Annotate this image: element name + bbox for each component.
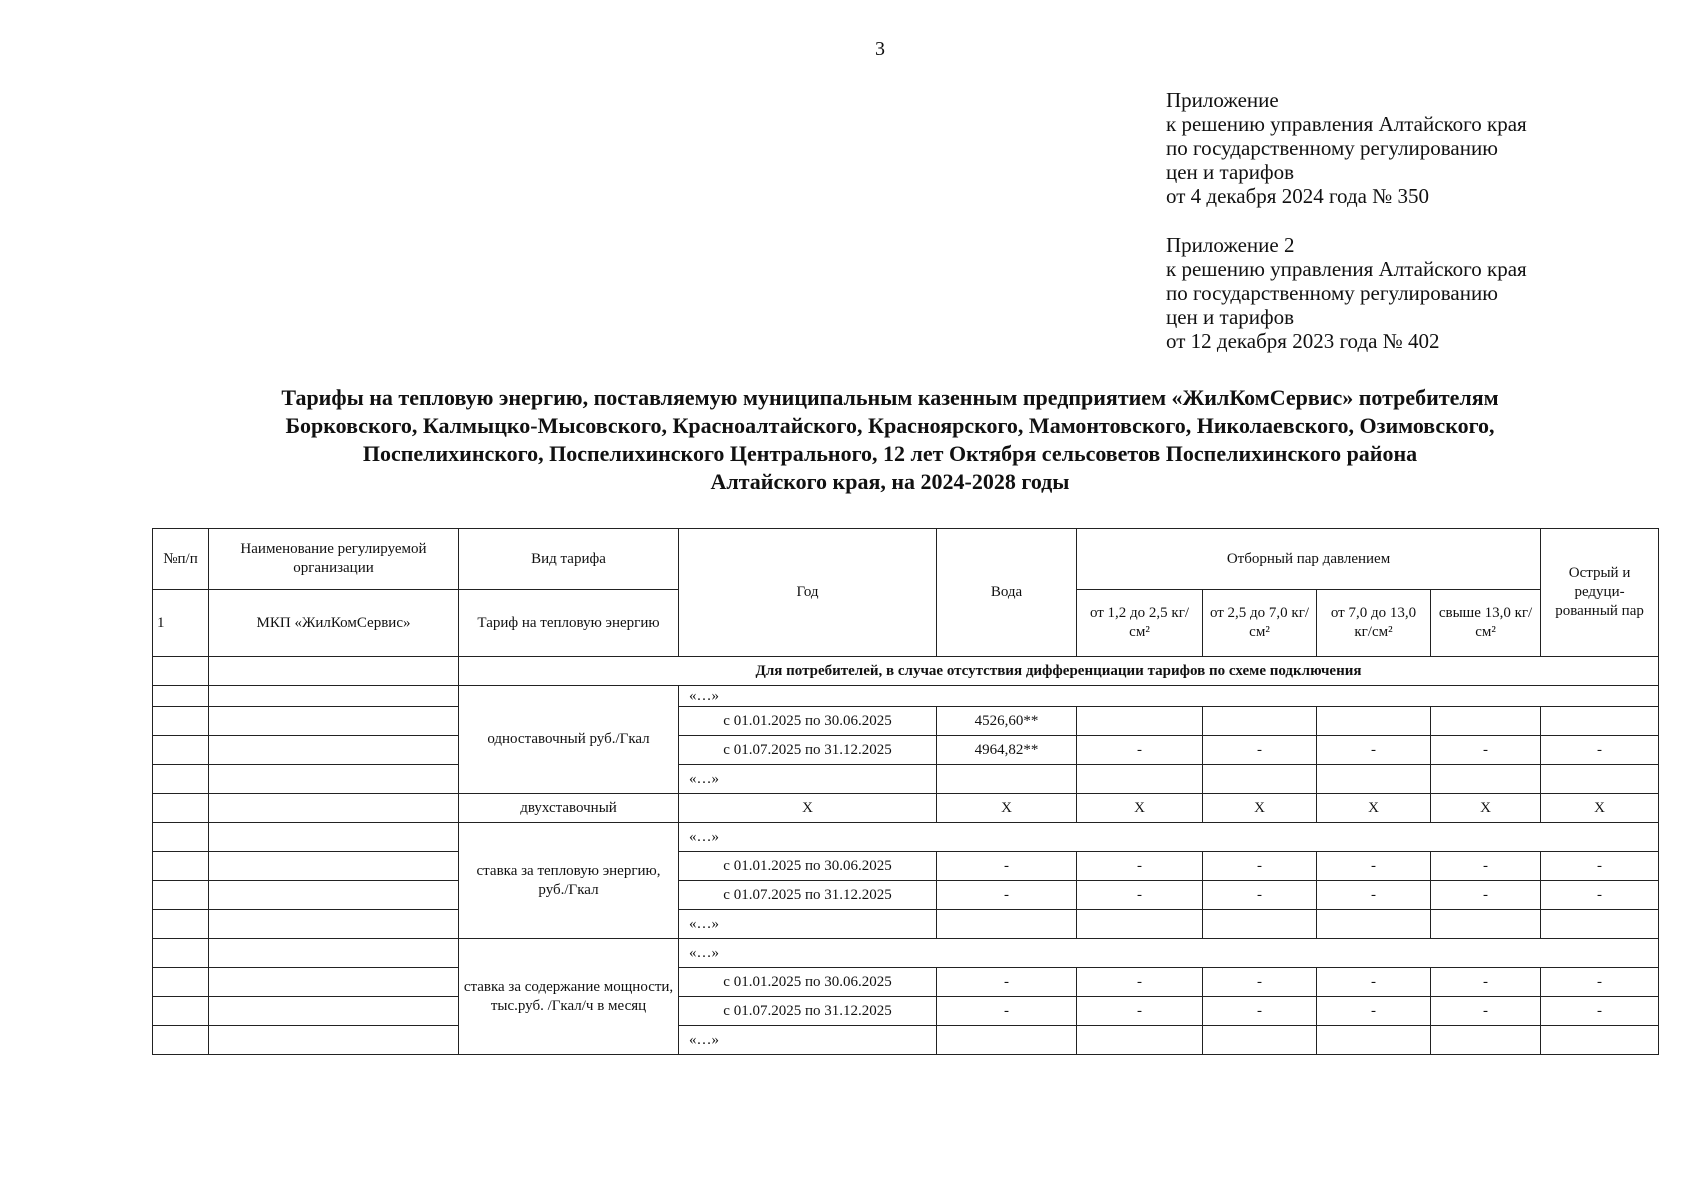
dash-cell: - [1317, 852, 1431, 881]
dash-cell: - [1541, 852, 1659, 881]
org-num: 1 [153, 590, 209, 657]
section-row [153, 657, 1659, 686]
title-line: Борковского, Калмыцко-Мысовского, Красноалтайского, Красноярского, Мамонтовского, Николаевского, Озимовского, [285, 413, 1495, 438]
table-row [153, 707, 1659, 736]
appendix-2-line: по государственному регулированию [1166, 281, 1498, 305]
org-name: МКП «ЖилКомСервис» [209, 590, 459, 657]
table-row [153, 765, 1659, 794]
header-steam-group: Отборный пар давлением [1077, 529, 1541, 590]
dash-cell: - [1317, 997, 1431, 1026]
header-steam-2: от 2,5 до 7,0 кг/см² [1203, 590, 1317, 657]
table-row [153, 686, 1659, 707]
capacity-rate-label: ставка за содержание мощности, тыс.руб. /Гкал/ч в месяц [459, 939, 679, 1055]
header-steam-4: свыше 13,0 кг/см² [1431, 590, 1541, 657]
appendix-2-line: от 12 декабря 2023 года № 402 [1166, 329, 1440, 353]
dash-cell: - [1077, 736, 1203, 765]
appendix-2-line: Приложение 2 [1166, 233, 1295, 257]
dash-cell: - [1541, 997, 1659, 1026]
dash-cell: - [1431, 997, 1541, 1026]
header-steam-1: от 1,2 до 2,5 кг/см² [1077, 590, 1203, 657]
page-number: 3 [875, 38, 885, 60]
appendix-1-line: Приложение [1166, 88, 1279, 112]
ellipsis-cell: «…» [679, 939, 1659, 968]
header-water: Вода [937, 529, 1077, 657]
ellipsis-cell: «…» [679, 823, 1659, 852]
table-row [153, 910, 1659, 939]
dash-cell: - [1317, 881, 1431, 910]
dash-cell: - [1431, 736, 1541, 765]
header-row [153, 529, 1659, 590]
x-cell: Х [1541, 794, 1659, 823]
ellipsis-cell: «…» [679, 686, 1659, 707]
dash-cell: - [937, 997, 1077, 1026]
x-cell: Х [1317, 794, 1431, 823]
appendix-1-line: от 4 декабря 2024 года № 350 [1166, 184, 1429, 208]
header-org: Наименование регулируемой организации [209, 529, 459, 590]
dash-cell: - [1541, 736, 1659, 765]
dash-cell: - [1077, 852, 1203, 881]
heat-rate-period-2: с 01.07.2025 по 31.12.2025 [679, 881, 937, 910]
appendix-2-block [1166, 233, 1527, 353]
dash-cell: - [1203, 968, 1317, 997]
dash-cell: - [1203, 881, 1317, 910]
dash-cell: - [937, 968, 1077, 997]
title-line: Алтайского края, на 2024-2028 годы [710, 469, 1070, 494]
dash-cell: - [1077, 881, 1203, 910]
x-cell: Х [1077, 794, 1203, 823]
table-row [153, 939, 1659, 968]
header-num: №п/п [153, 529, 209, 590]
table-row [153, 1026, 1659, 1055]
table-row [153, 968, 1659, 997]
table-row [153, 823, 1659, 852]
appendix-1-line: по государственному регулированию [1166, 136, 1498, 160]
section-title: Для потребителей, в случае отсутствия дифференциации тарифов по схеме подключения [459, 657, 1659, 686]
title-line: Тарифы на тепловую энергию, поставляемую муниципальным казенным предприятием «ЖилКомСервис» потребителям [281, 385, 1499, 410]
one-rate-period-1: с 01.01.2025 по 30.06.2025 [679, 707, 937, 736]
one-rate-label: одноставочный руб./Гкал [459, 686, 679, 794]
dash-cell: - [1203, 997, 1317, 1026]
dash-cell: - [1077, 997, 1203, 1026]
capacity-rate-period-1: с 01.01.2025 по 30.06.2025 [679, 968, 937, 997]
dash-cell: - [1431, 852, 1541, 881]
dash-cell: - [1431, 881, 1541, 910]
dash-cell: - [1541, 968, 1659, 997]
ellipsis-cell: «…» [679, 910, 937, 939]
org-tariff: Тариф на тепловую энергию [459, 590, 679, 657]
appendix-1-line: цен и тарифов [1166, 160, 1295, 184]
ellipsis-cell: «…» [679, 1026, 937, 1055]
dash-cell: - [1203, 736, 1317, 765]
header-sharp-steam: Острый и редуци-рованный пар [1541, 529, 1659, 657]
x-cell: Х [679, 794, 937, 823]
two-rate-label: двухставочный [459, 794, 679, 823]
table-row [153, 881, 1659, 910]
table-row [153, 736, 1659, 765]
appendix-1-line: к решению управления Алтайского края [1166, 112, 1527, 136]
one-rate-water-2: 4964,82** [937, 736, 1077, 765]
capacity-rate-period-2: с 01.07.2025 по 31.12.2025 [679, 997, 937, 1026]
header-steam-3: от 7,0 до 13,0 кг/см² [1317, 590, 1431, 657]
heat-rate-label: ставка за тепловую энергию, руб./Гкал [459, 823, 679, 939]
x-cell: Х [937, 794, 1077, 823]
dash-cell: - [1317, 968, 1431, 997]
tariff-table [152, 528, 1659, 1055]
x-cell: Х [1203, 794, 1317, 823]
dash-cell: - [1077, 968, 1203, 997]
x-cell: Х [1431, 794, 1541, 823]
dash-cell: - [1203, 852, 1317, 881]
dash-cell: - [1317, 736, 1431, 765]
dash-cell: - [1541, 881, 1659, 910]
appendix-2-line: к решению управления Алтайского края [1166, 257, 1527, 281]
heat-rate-period-1: с 01.01.2025 по 30.06.2025 [679, 852, 937, 881]
document-title [150, 384, 1630, 496]
table-row [153, 794, 1659, 823]
title-line: Поспелихинского, Поспелихинского Центрального, 12 лет Октября сельсоветов Поспелихинского района [362, 441, 1418, 466]
table-row [153, 852, 1659, 881]
header-tariff-type: Вид тарифа [459, 529, 679, 590]
one-rate-water-1: 4526,60** [937, 707, 1077, 736]
ellipsis-cell: «…» [679, 765, 937, 794]
appendix-2-line: цен и тарифов [1166, 305, 1295, 329]
one-rate-period-2: с 01.07.2025 по 31.12.2025 [679, 736, 937, 765]
table-row [153, 997, 1659, 1026]
appendix-1-block [1166, 88, 1527, 208]
header-year: Год [679, 529, 937, 657]
dash-cell: - [937, 852, 1077, 881]
dash-cell: - [937, 881, 1077, 910]
dash-cell: - [1431, 968, 1541, 997]
